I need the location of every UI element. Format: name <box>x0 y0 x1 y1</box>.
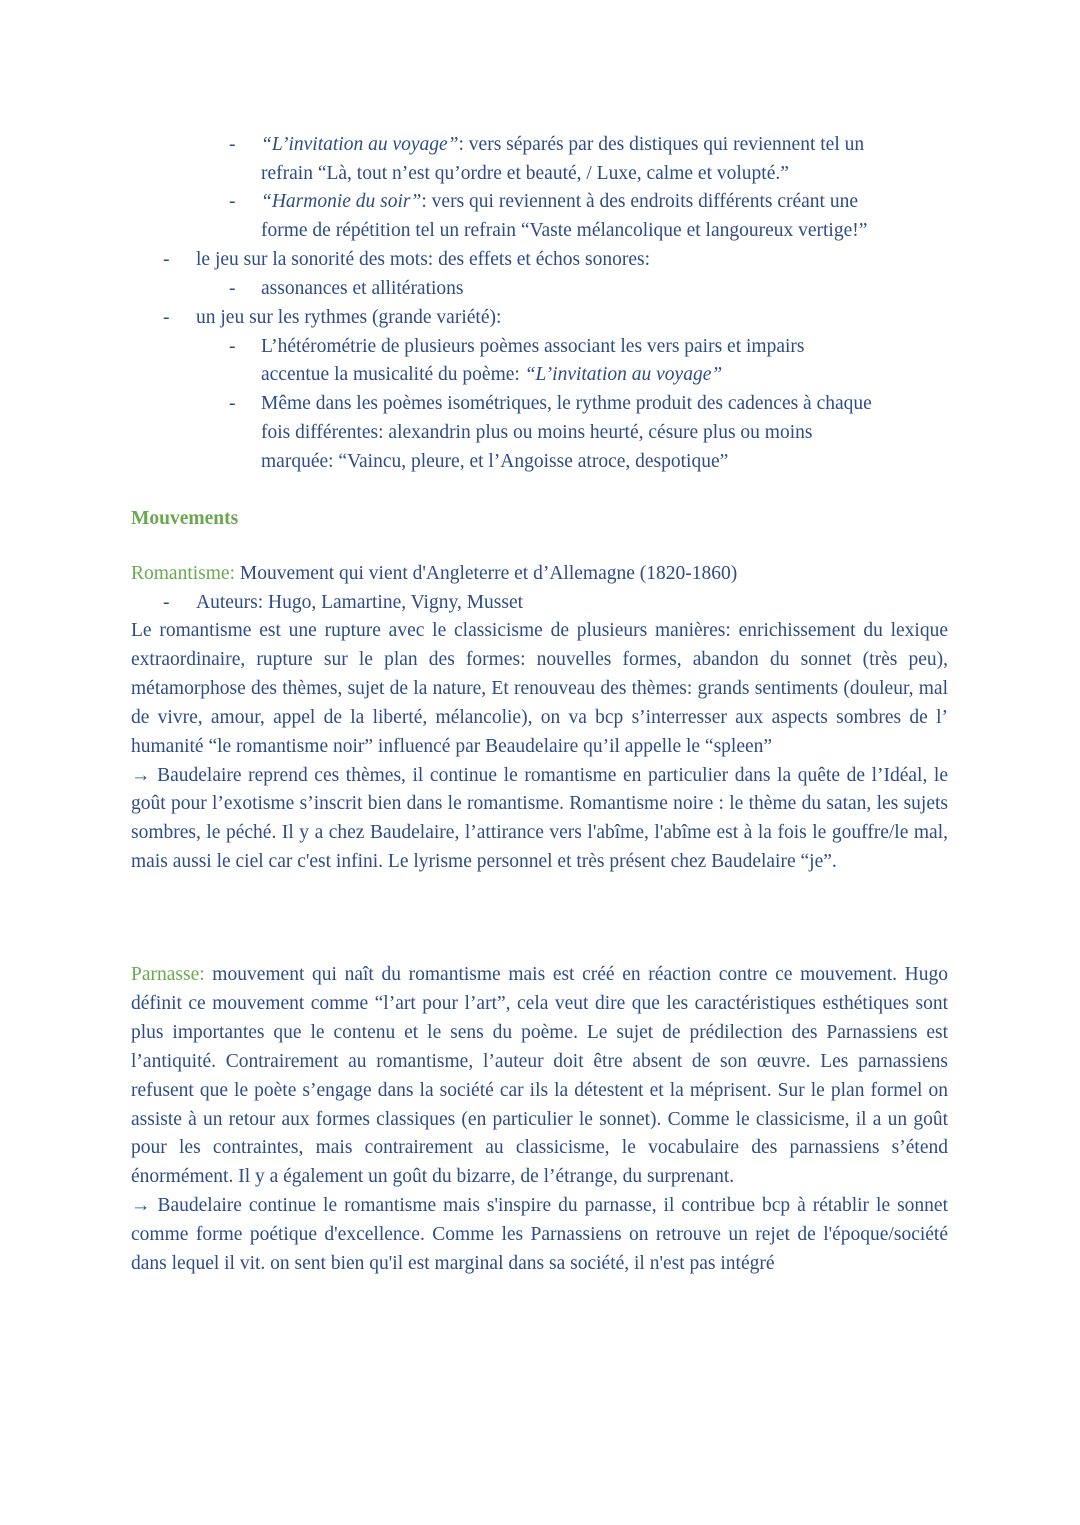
list-item-continuation: accentue la musicalité du poème: “L’invitation au voyage” <box>261 364 723 385</box>
list-item: le jeu sur la sonorité des mots: des effets et échos sonores: <box>196 249 650 270</box>
list-dash: - <box>229 134 236 155</box>
list-item: assonances et allitérations <box>261 278 464 299</box>
list-dash: - <box>229 336 236 357</box>
parnasse-paragraphs <box>131 961 948 1279</box>
romantisme-authors: Auteurs: Hugo, Lamartine, Vigny, Musset <box>196 592 524 613</box>
parnasse-paragraph: Parnasse: mouvement qui naît du romantisme mais est créé en réaction contre ce mouvement. Hugo définit ce mouvement comme “l’art pour l’art”, cela veut dire que les caractéristiques esthétiques sont plus importantes que le contenu et le sens du poème. Le sujet de prédilection des Parnassiens est l’antiquité. Contrairement au romantisme, l’auteur doit être absent de son œuvre. Les parnassiens refusent que le poète s’engage dans la société car ils la détestent et la méprisent. Sur le plan formel on assiste à un retour aux formes classiques (en particulier le sonnet). Comme le classicisme, il a un goût pour les contraintes, mais contrairement au classicisme, le vocabulaire des parnassiens s’étend énormément. Il y a également un goût du bizarre, de l’étrange, du surprenant. <box>131 964 948 1188</box>
list-item-continuation: fois différentes: alexandrin plus ou moins heurté, césure plus ou moins <box>261 422 813 443</box>
list-dash: - <box>229 278 236 299</box>
parnasse-baudelaire-paragraph: → Baudelaire continue le romantisme mais s'inspire du parnasse, il contribue bcp à rétablir le sonnet comme forme poétique d'excellence. Comme les Parnassiens on retrouve un rejet de l'époque/société dans lequel il vit. on sent bien qu'il est marginal dans sa société, il n'est pas intégré <box>131 1195 948 1275</box>
romantisme-paragraph: Le romantisme est une rupture avec le classicisme de plusieurs manières: enrichissement du lexique extraordinaire, rupture sur le plan des formes: nouvelles formes, abandon du sonnet (très peu), métamorphose des thèmes, sujet de la nature, Et renouveau des thèmes: grands sentiments (douleur, mal de vivre, amour, appel de la liberté, mélancolie), on va bcp s’interresser aux aspects sombres de l’ humanité “le romantisme noir” influencé par Beaudelaire qu’il appelle le “spleen” <box>131 620 948 757</box>
list-item: L’hétérométrie de plusieurs poèmes associant les vers pairs et impairs <box>261 336 805 357</box>
parnasse-label: Parnasse: <box>131 964 205 985</box>
list-item: un jeu sur les rythmes (grande variété): <box>196 307 502 328</box>
romantisme-baudelaire-paragraph: → Baudelaire reprend ces thèmes, il continue le romantisme en particulier dans la quête de l’Idéal, le goût pour l’exotisme s’inscrit bien dans le romantisme. Romantisme noire : le thème du satan, les sujets sombres, le péché. Il y a chez Baudelaire, l’attirance vers l'abîme, l'abîme est à la fois le gouffre/le mal, mais aussi le ciel car c'est infini. Le lyrisme personnel et très présent chez Baudelaire “je”. <box>131 764 948 873</box>
list-item-continuation: refrain “Là, tout n’est qu’ordre et beauté, / Luxe, calme et volupté.” <box>261 163 789 184</box>
list-item-continuation: forme de répétition tel un refrain “Vaste mélancolique et langoureux vertige!” <box>261 220 868 241</box>
list-dash: - <box>163 249 170 270</box>
list-item-continuation: marquée: “Vaincu, pleure, et l’Angoisse atroce, despotique” <box>261 451 729 472</box>
list-dash: - <box>163 307 170 328</box>
romantisme-label: Romantisme: <box>131 563 235 584</box>
list-item: “Harmonie du soir”: vers qui reviennent à des endroits différents créant une <box>261 191 858 212</box>
list-dash: - <box>229 191 236 212</box>
section-heading: Mouvements <box>131 508 239 529</box>
list-dash: - <box>163 592 170 613</box>
romantisme-paragraphs <box>131 617 948 877</box>
list-item: “L’invitation au voyage”: vers séparés par des distiques qui reviennent tel un <box>261 134 865 155</box>
romantisme-intro: Romantisme: Mouvement qui vient d'Angleterre et d’Allemagne (1820-1860) <box>131 563 738 584</box>
list-dash: - <box>229 393 236 414</box>
list-item: Même dans les poèmes isométriques, le rythme produit des cadences à chaque <box>261 393 872 414</box>
